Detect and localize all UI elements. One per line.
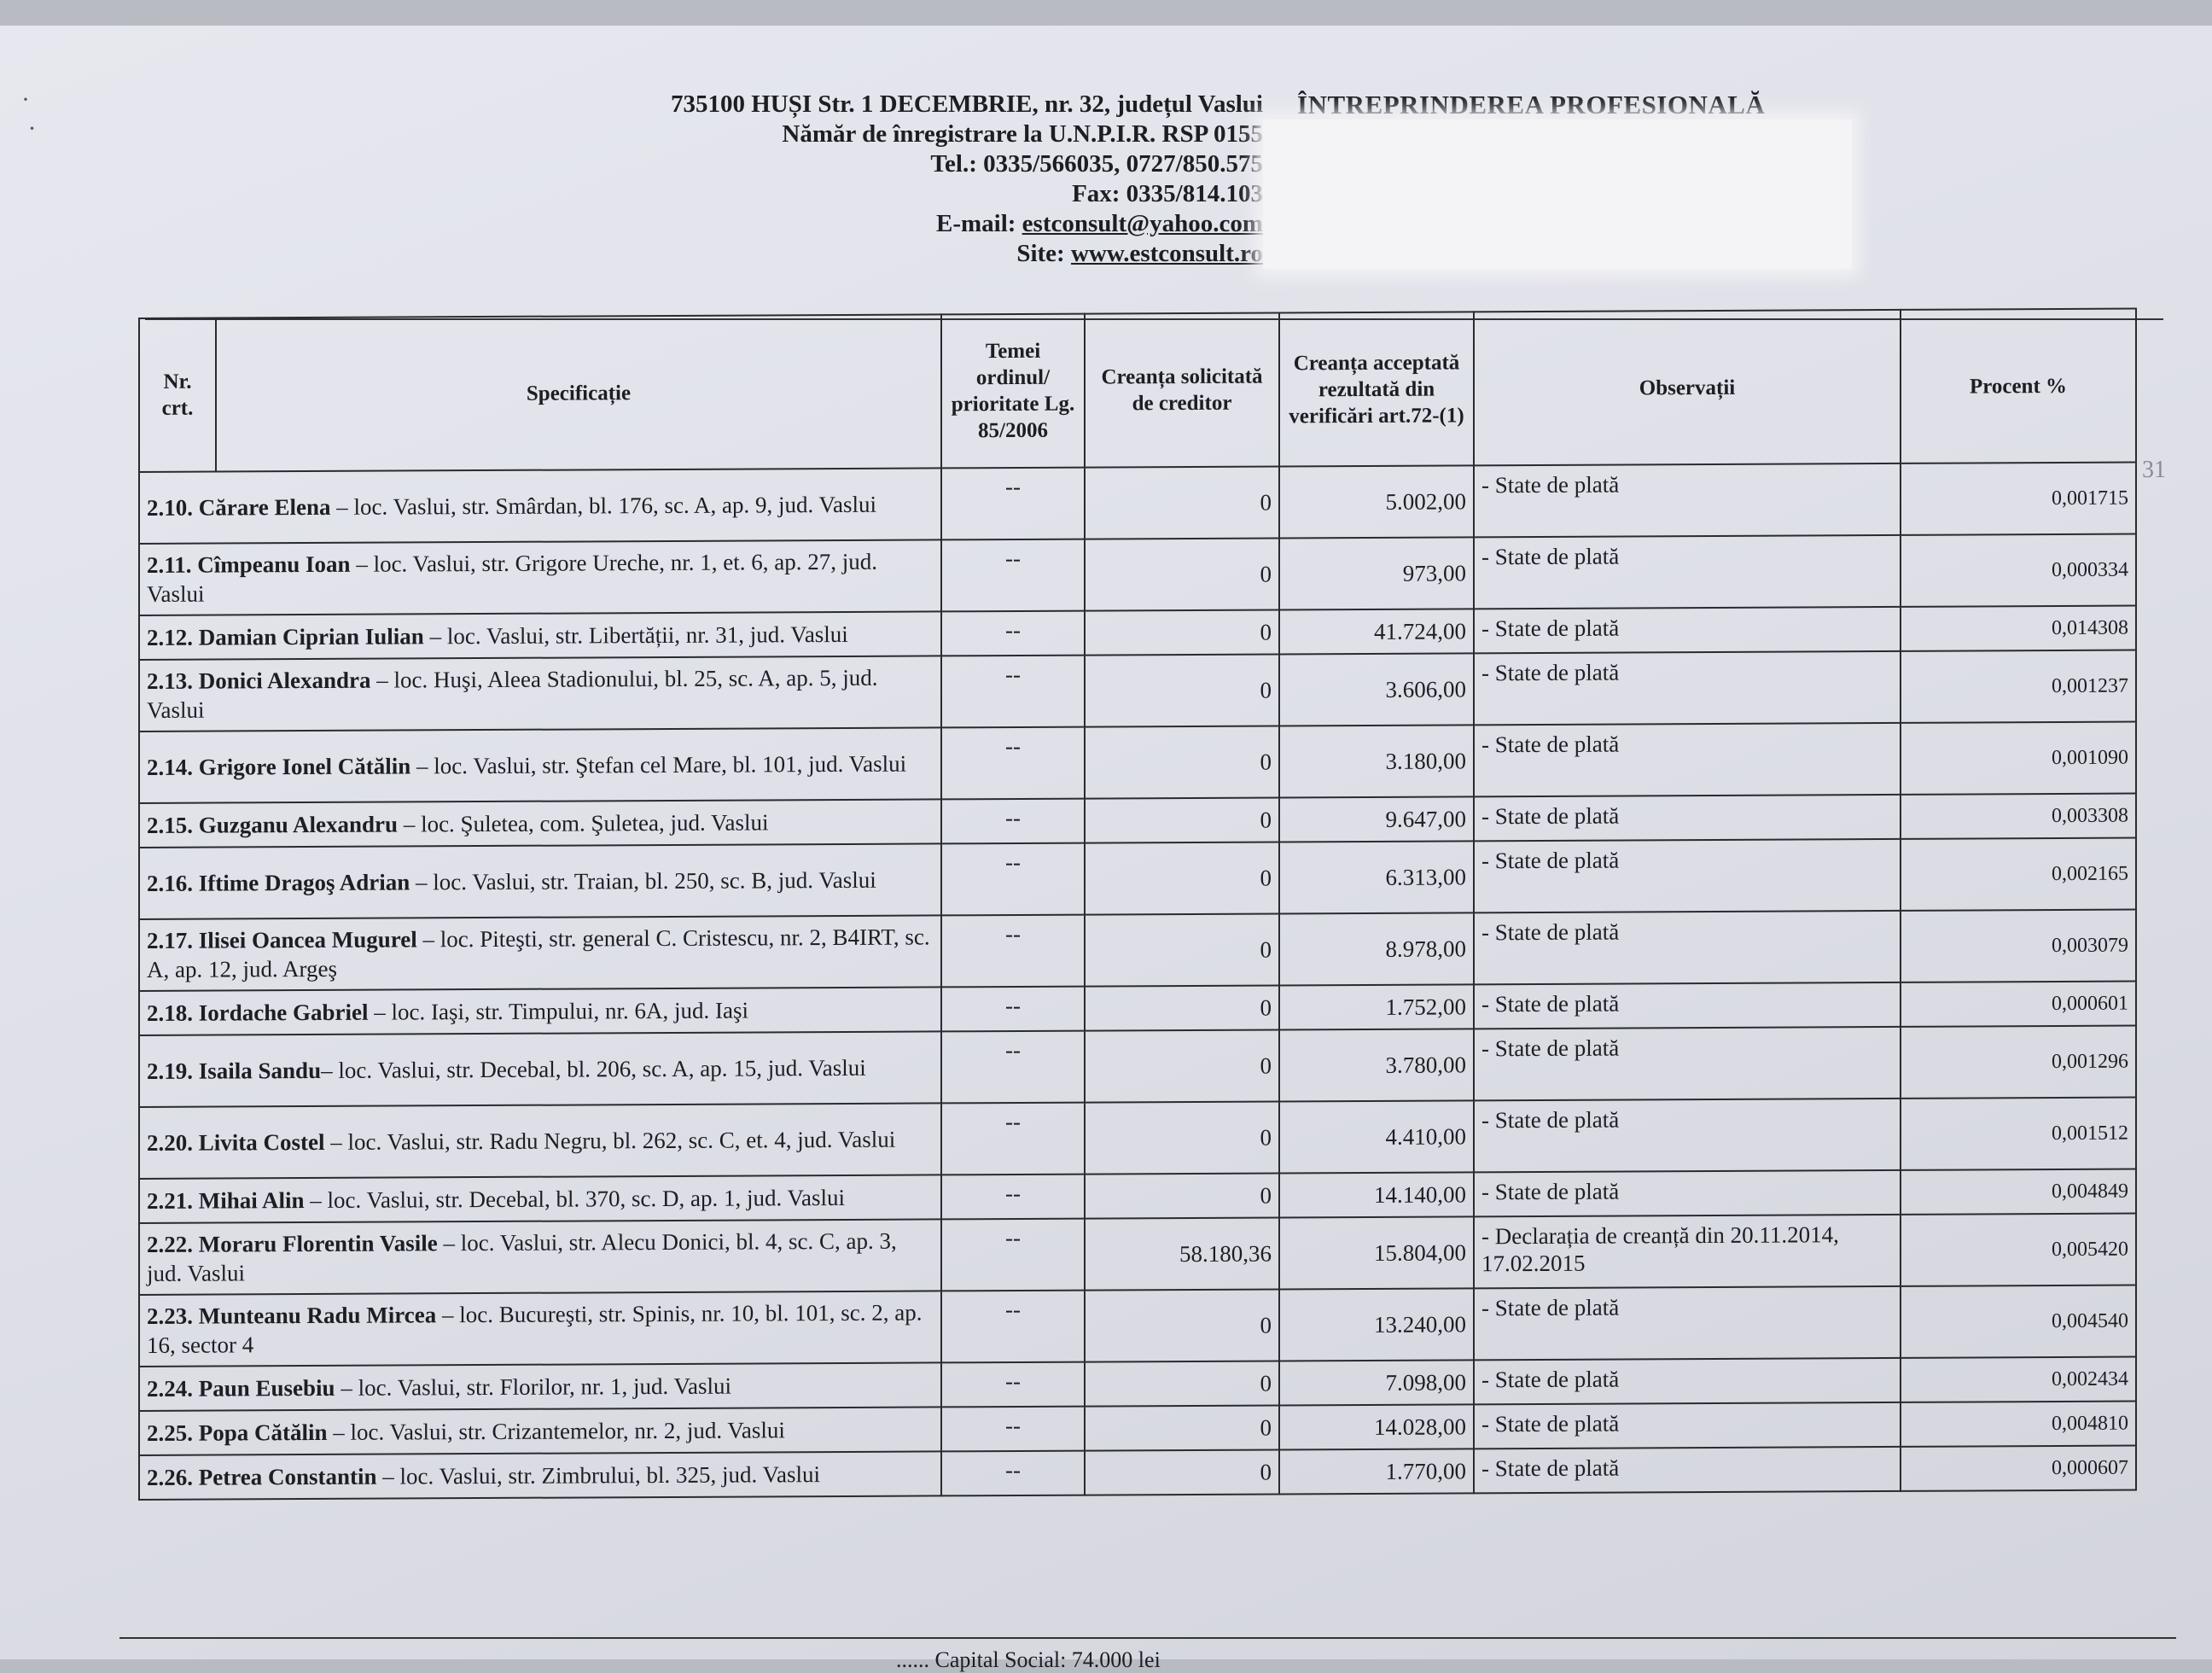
table-row bbox=[139, 1446, 2136, 1500]
creditor-name: 2.12. bbox=[147, 624, 193, 650]
creditor-name: 2.10. bbox=[147, 494, 193, 521]
col-nr: Nr. crt. bbox=[139, 318, 216, 472]
cell-observatii: - State de plată bbox=[1474, 463, 1901, 537]
cell-acceptata: 8.978,00 bbox=[1279, 912, 1474, 985]
creditor-fullname: Popa Cătălin bbox=[198, 1419, 328, 1446]
table-row bbox=[139, 534, 2136, 615]
creditor-name: 2.16. bbox=[147, 870, 193, 896]
creditor-name: 2.15. bbox=[147, 812, 193, 838]
cell-solicitata: 0 bbox=[1085, 985, 1279, 1030]
cell-temei: -- bbox=[941, 727, 1085, 800]
table-row bbox=[139, 463, 2136, 544]
creditor-name: 2.11. bbox=[147, 551, 192, 578]
creditor-address: – loc. Vaslui, str. Ştefan cel Mare, bl. 101, jud. Vaslui bbox=[410, 750, 907, 779]
address-line: 735100 HUȘI Str. 1 DECEMBRIE, nr. 32, județul Vaslui bbox=[670, 90, 1263, 118]
cell-solicitata: 0 bbox=[1085, 1101, 1279, 1174]
cell-solicitata: 0 bbox=[1085, 609, 1279, 655]
table-row bbox=[139, 1214, 2136, 1295]
table-row bbox=[139, 1026, 2136, 1107]
cell-temei: -- bbox=[941, 539, 1085, 612]
cell-procent: 0,001715 bbox=[1901, 463, 2136, 535]
cell-specificatie bbox=[139, 1362, 941, 1411]
cell-procent: 0,000334 bbox=[1901, 534, 2136, 607]
cell-acceptata: 7.098,00 bbox=[1279, 1360, 1474, 1405]
col-solicitata: Creanța solicitată de creditor bbox=[1085, 312, 1279, 467]
creditor-fullname: Isaila Sandu bbox=[198, 1057, 322, 1084]
creditor-name: 2.18. bbox=[147, 1000, 193, 1026]
cell-temei: -- bbox=[941, 1031, 1085, 1104]
cell-procent: 0,002165 bbox=[1901, 838, 2136, 911]
creditor-address: – loc. Iaşi, str. Timpului, nr. 6A, jud. Iaşi bbox=[368, 997, 749, 1025]
cell-observatii: - State de plată bbox=[1474, 1286, 1901, 1360]
creditor-fullname: Damian Ciprian Iulian bbox=[198, 623, 424, 650]
cell-solicitata: 0 bbox=[1085, 797, 1279, 842]
cell-procent: 0,005420 bbox=[1901, 1214, 2136, 1286]
col-spec: Specificație bbox=[216, 314, 941, 471]
cell-temei: -- bbox=[941, 987, 1085, 1032]
cell-procent: 0,001296 bbox=[1901, 1026, 2136, 1099]
creditor-fullname: Cîmpeanu Ioan bbox=[197, 551, 351, 578]
site-label: Site: bbox=[1016, 240, 1065, 267]
col-acceptata: Creanța acceptată rezultată din verificări art.72-(1) bbox=[1279, 312, 1474, 466]
cell-solicitata: 0 bbox=[1085, 1405, 1279, 1450]
cell-solicitata: 0 bbox=[1085, 913, 1279, 986]
scan-marks: · · bbox=[21, 85, 37, 143]
creditor-name: 2.14. bbox=[147, 754, 193, 780]
creditor-fullname: Livita Costel bbox=[198, 1128, 325, 1156]
cell-procent: 0,014308 bbox=[1901, 606, 2136, 651]
firm-title: ÎNTREPRINDEREA PROFESIONALĂ bbox=[1297, 90, 1766, 120]
cell-specificatie bbox=[139, 1291, 941, 1367]
creditor-name: 2.26. bbox=[147, 1464, 193, 1490]
cell-procent: 0,001512 bbox=[1901, 1098, 2136, 1170]
creditor-fullname: Mihai Alin bbox=[198, 1187, 305, 1214]
cell-solicitata: 0 bbox=[1085, 842, 1279, 914]
cell-solicitata: 0 bbox=[1085, 1289, 1279, 1361]
footer-fragment: ...... Capital Social: 74.000 lei bbox=[896, 1647, 1161, 1672]
creditor-address: – loc. Vaslui, str. Alecu Donici, bl. 4, sc. C, ap. 3, jud. Vaslui bbox=[147, 1227, 897, 1286]
creditor-address: – loc. Vaslui, str. Decebal, bl. 370, sc. D, ap. 1, jud. Vaslui bbox=[304, 1184, 845, 1214]
tel-line: Tel.: 0335/566035, 0727/850.575 bbox=[930, 150, 1263, 178]
fax-line: Fax: 0335/814.103 bbox=[1072, 180, 1263, 207]
creditor-address: – loc. Vaslui, str. Crizantemelor, nr. 2, jud. Vaslui bbox=[327, 1417, 785, 1445]
cell-specificatie bbox=[139, 1103, 941, 1179]
cell-solicitata: 0 bbox=[1085, 1029, 1279, 1102]
creditor-fullname: Cărare Elena bbox=[198, 493, 331, 521]
creditor-address: – loc. Vaslui, str. Grigore Ureche, nr. 1, et. 6, ap. 27, jud. Vaslui bbox=[147, 548, 877, 607]
col-procent: Procent % bbox=[1901, 309, 2136, 463]
creditor-fullname: Petrea Constantin bbox=[198, 1463, 377, 1490]
cell-acceptata: 9.647,00 bbox=[1279, 796, 1474, 842]
cell-solicitata: 0 bbox=[1085, 538, 1279, 610]
cell-temei: -- bbox=[941, 1362, 1085, 1408]
table-row bbox=[139, 722, 2136, 803]
cell-temei: -- bbox=[941, 1219, 1085, 1291]
cell-acceptata: 4.410,00 bbox=[1279, 1100, 1474, 1173]
creditor-address: – loc. Vaslui, str. Radu Negru, bl. 262, sc. C, et. 4, jud. Vaslui bbox=[324, 1126, 896, 1155]
cell-observatii: - State de plată bbox=[1474, 839, 1901, 912]
cell-observatii: - State de plată bbox=[1474, 1358, 1901, 1404]
cell-acceptata: 6.313,00 bbox=[1279, 841, 1474, 913]
creditor-address: – loc. Vaslui, str. Smârdan, bl. 176, sc. A, ap. 9, jud. Vaslui bbox=[330, 491, 876, 520]
footer-rule bbox=[119, 1637, 2176, 1639]
cell-observatii: - State de plată bbox=[1474, 723, 1901, 796]
cell-specificatie bbox=[139, 1219, 941, 1295]
creditor-name: 2.17. bbox=[147, 927, 193, 953]
registration-line: Nămăr de înregistrare la U.N.P.I.R. RSP 0155 bbox=[782, 120, 1263, 148]
cell-temei: -- bbox=[941, 843, 1085, 916]
creditor-name: 2.21. bbox=[147, 1187, 193, 1214]
cell-procent: 0,003079 bbox=[1901, 910, 2136, 982]
cell-acceptata: 14.140,00 bbox=[1279, 1172, 1474, 1217]
cell-procent: 0,001090 bbox=[1901, 722, 2136, 795]
cell-procent: 0,003308 bbox=[1901, 794, 2136, 839]
table-row bbox=[139, 650, 2136, 732]
creditor-fullname: Guzganu Alexandru bbox=[198, 811, 399, 838]
cell-temei: -- bbox=[941, 799, 1085, 844]
table-row bbox=[139, 910, 2136, 991]
cell-acceptata: 3.780,00 bbox=[1279, 1029, 1474, 1101]
creditor-name: 2.19. bbox=[147, 1058, 193, 1084]
table-header-row bbox=[139, 309, 2136, 472]
creditor-fullname: Moraru Florentin Vasile bbox=[198, 1230, 438, 1257]
creditor-name: 2.20. bbox=[147, 1129, 193, 1156]
creditor-fullname: Grigore Ionel Cătălin bbox=[198, 753, 411, 780]
cell-observatii: - State de plată bbox=[1474, 982, 1901, 1029]
cell-observatii: - State de plată bbox=[1474, 795, 1901, 841]
email-line bbox=[580, 209, 1263, 239]
cell-temei: -- bbox=[941, 1407, 1085, 1452]
creditor-fullname: Iordache Gabriel bbox=[198, 999, 369, 1026]
table-body bbox=[139, 463, 2136, 1500]
cell-acceptata: 5.002,00 bbox=[1279, 465, 1474, 538]
cell-solicitata: 0 bbox=[1085, 1361, 1279, 1406]
creditor-name: 2.13. bbox=[147, 667, 193, 694]
side-note: 31 bbox=[2142, 457, 2166, 483]
cell-specificatie bbox=[139, 656, 941, 732]
cell-procent: 0,004810 bbox=[1901, 1402, 2136, 1447]
cell-temei: -- bbox=[941, 1451, 1085, 1496]
creditor-address: – loc. Vaslui, str. Florilor, nr. 1, jud. Vaslui bbox=[335, 1373, 732, 1401]
creditor-fullname: Munteanu Radu Mircea bbox=[198, 1302, 437, 1329]
cell-procent: 0,000601 bbox=[1901, 982, 2136, 1027]
cell-specificatie bbox=[139, 799, 941, 848]
cell-observatii: - State de plată bbox=[1474, 651, 1901, 725]
creditor-address: – loc. Vaslui, str. Decebal, bl. 206, sc. A, ap. 15, jud. Vaslui bbox=[321, 1054, 866, 1083]
cell-acceptata: 41.724,00 bbox=[1279, 609, 1474, 654]
cell-observatii: - State de plată bbox=[1474, 1099, 1901, 1172]
cell-procent: 0,002434 bbox=[1901, 1357, 2136, 1402]
cell-acceptata: 1.752,00 bbox=[1279, 984, 1474, 1029]
cell-temei: -- bbox=[941, 1103, 1085, 1175]
cell-specificatie bbox=[139, 539, 941, 615]
site-line bbox=[580, 239, 1263, 269]
cell-acceptata: 973,00 bbox=[1279, 537, 1474, 609]
cell-specificatie bbox=[139, 987, 941, 1035]
cell-procent: 0,001237 bbox=[1901, 650, 2136, 723]
cell-observatii: - Declarația de creanță din 20.11.2014, 17.02.2015 bbox=[1474, 1215, 1901, 1288]
creditor-address: – loc. Vaslui, str. Traian, bl. 250, sc. B, jud. Vaslui bbox=[410, 866, 876, 895]
cell-acceptata: 13.240,00 bbox=[1279, 1288, 1474, 1361]
col-obs: Observații bbox=[1474, 310, 1901, 465]
cell-temei: -- bbox=[941, 915, 1085, 988]
cell-specificatie bbox=[139, 1451, 941, 1500]
creditor-name: 2.23. bbox=[147, 1303, 193, 1329]
cell-solicitata: 0 bbox=[1085, 466, 1279, 539]
cell-temei: -- bbox=[941, 1291, 1085, 1363]
creditor-address: – loc. Huşi, Aleea Stadionului, bl. 25, sc. A, ap. 5, jud. Vaslui bbox=[147, 664, 878, 723]
email-link[interactable]: estconsult@yahoo.com bbox=[1022, 210, 1263, 237]
cell-specificatie bbox=[139, 843, 941, 919]
site-link[interactable]: www.estconsult.ro bbox=[1070, 240, 1263, 267]
creditor-fullname: Iftime Dragoş Adrian bbox=[198, 869, 410, 896]
cell-temei: -- bbox=[941, 656, 1085, 728]
cell-observatii: - State de plată bbox=[1474, 1170, 1901, 1216]
cell-observatii: - State de plată bbox=[1474, 535, 1901, 609]
cell-observatii: - State de plată bbox=[1474, 607, 1901, 653]
creditor-name: 2.25. bbox=[147, 1419, 193, 1446]
cell-specificatie bbox=[139, 1175, 941, 1223]
cell-specificatie bbox=[139, 915, 941, 991]
creditor-fullname: Paun Eusebiu bbox=[198, 1374, 335, 1402]
cell-solicitata: 58.180,36 bbox=[1085, 1217, 1279, 1290]
cell-solicitata: 0 bbox=[1085, 654, 1279, 726]
redacted-area bbox=[1263, 120, 1852, 269]
cell-procent: 0,000607 bbox=[1901, 1446, 2136, 1491]
creditor-name: 2.24. bbox=[147, 1375, 193, 1402]
creditor-fullname: Ilisei Oancea Mugurel bbox=[198, 926, 417, 953]
cell-acceptata: 3.180,00 bbox=[1279, 725, 1474, 797]
table-row bbox=[139, 838, 2136, 919]
cell-solicitata: 0 bbox=[1085, 1449, 1279, 1495]
cell-procent: 0,004540 bbox=[1901, 1285, 2136, 1358]
cell-specificatie bbox=[139, 1407, 941, 1455]
creditor-name: 2.22. bbox=[147, 1231, 193, 1257]
creditor-address: – loc. Piteşti, str. general C. Cristescu, nr. 2, B4IRT, sc. A, ap. 12, jud. Argeş bbox=[147, 924, 930, 982]
cell-temei: -- bbox=[941, 611, 1085, 656]
cell-temei: -- bbox=[941, 468, 1085, 540]
col-temei: Temei ordinul/ prioritate Lg. 85/2006 bbox=[941, 314, 1085, 469]
cell-specificatie bbox=[139, 1031, 941, 1107]
cell-observatii: - State de plată bbox=[1474, 1402, 1901, 1449]
cell-temei: -- bbox=[941, 1175, 1085, 1220]
creditor-address: – loc. Vaslui, str. Libertății, nr. 31, jud. Vaslui bbox=[423, 621, 848, 650]
cell-solicitata: 0 bbox=[1085, 1173, 1279, 1218]
creditor-fullname: Donici Alexandra bbox=[198, 667, 371, 694]
table-row bbox=[139, 1098, 2136, 1179]
creditor-address: – loc. Vaslui, str. Zimbrului, bl. 325, jud. Vaslui bbox=[376, 1461, 821, 1489]
letterhead bbox=[580, 90, 1263, 269]
cell-acceptata: 3.606,00 bbox=[1279, 653, 1474, 726]
cell-acceptata: 1.770,00 bbox=[1279, 1449, 1474, 1494]
cell-acceptata: 14.028,00 bbox=[1279, 1404, 1474, 1449]
cell-observatii: - State de plată bbox=[1474, 911, 1901, 984]
cell-acceptata: 15.804,00 bbox=[1279, 1216, 1474, 1289]
cell-procent: 0,004849 bbox=[1901, 1169, 2136, 1215]
cell-specificatie bbox=[139, 611, 941, 660]
cell-specificatie bbox=[139, 468, 941, 544]
creditor-address: – loc. Bucureşti, str. Spinis, nr. 10, bl. 101, sc. 2, ap. 16, sector 4 bbox=[147, 1299, 923, 1358]
table-row bbox=[139, 1285, 2136, 1367]
cell-solicitata: 0 bbox=[1085, 726, 1279, 798]
cell-observatii: - State de plată bbox=[1474, 1027, 1901, 1100]
email-label: E-mail: bbox=[935, 210, 1016, 237]
creditor-address: – loc. Şuletea, com. Şuletea, jud. Vaslui bbox=[398, 809, 769, 837]
cell-observatii: - State de plată bbox=[1474, 1447, 1901, 1493]
cell-specificatie bbox=[139, 727, 941, 803]
creditors-table bbox=[138, 308, 2137, 1501]
